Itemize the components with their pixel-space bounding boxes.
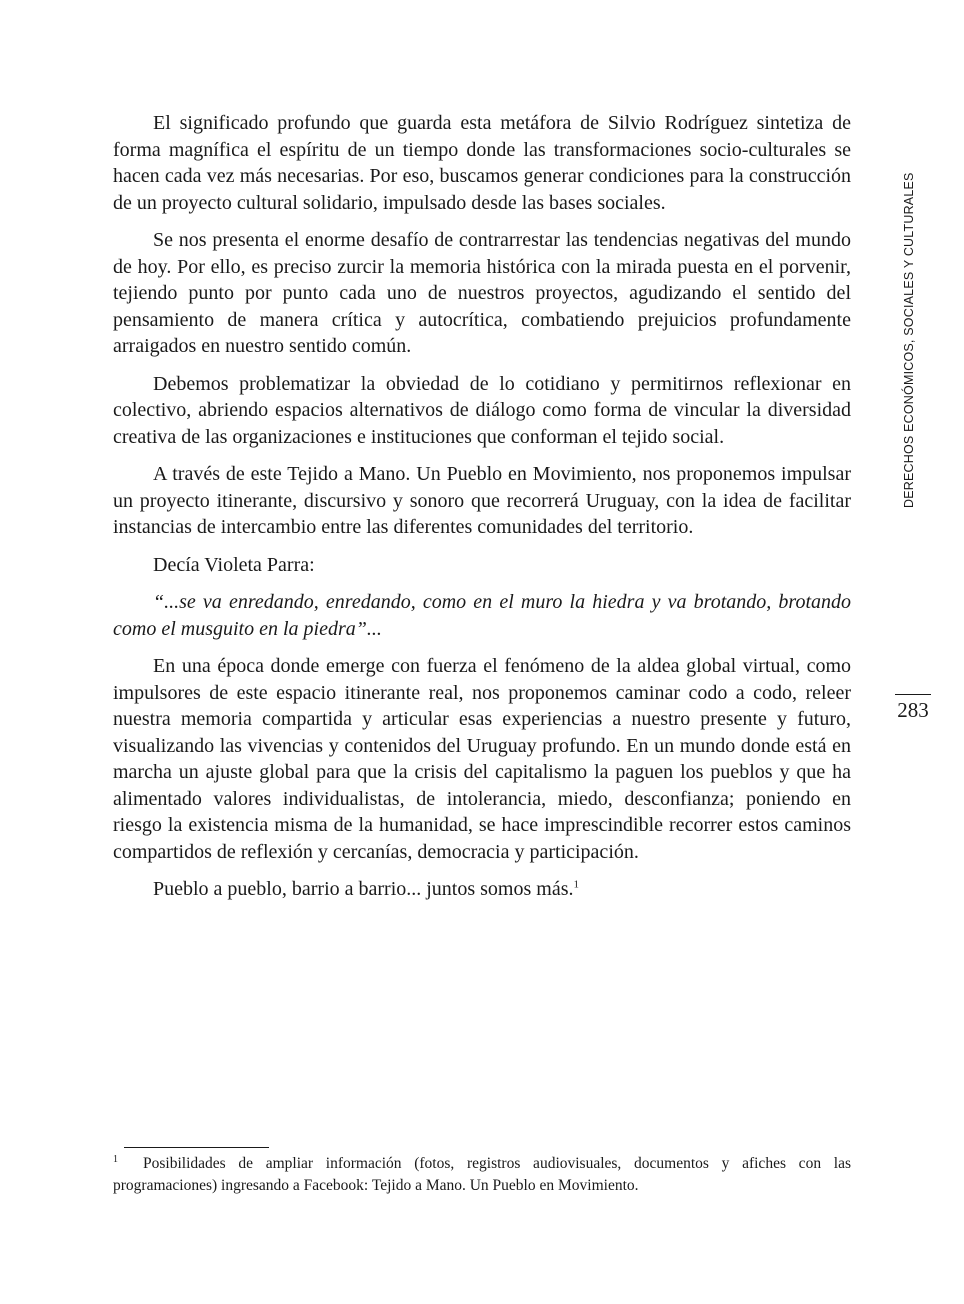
paragraph: Debemos problematizar la obviedad de lo cotidiano y permitirnos reflexionar en colectivo, abriendo espacios alternativos de diálogo como forma de vincular la diversidad creativa de las organizaciones e instituciones que conforman el tejido social. (113, 372, 851, 448)
closing-text: Pueblo a pueblo, barrio a barrio... juntos somos más. (153, 878, 574, 900)
main-text (113, 110, 851, 914)
paragraph: El significado profundo que guarda esta metáfora de Silvio Rodríguez sintetiza de forma magnífica el espíritu de un tiempo donde las transformaciones socio-culturales se hacen cada vez más necesarias. Por eso, buscamos generar condiciones para la construcción de un proyecto cultural solidario, impulsado desde las bases sociales. (113, 112, 851, 214)
page-number-rule (895, 694, 931, 695)
footnote-text: Posibilidades de ampliar información (fotos, registros audiovisuales, documentos y afiches con las programaciones) ingresando a Facebook: Tejido a Mano. Un Pueblo en Movimiento. (113, 1155, 851, 1194)
paragraph: Se nos presenta el enorme desafío de contrarrestar las tendencias negativas del mundo de hoy. Por ello, es preciso zurcir la memoria histórica con la mirada puesta en el porvenir, tejiendo punto por punto cada uno de nuestros proyectos, agudizando el sentido del pensamiento de manera crítica y autocrítica, combatiendo prejuicios profundamente arraigados en nuestro sentido común. (113, 229, 851, 357)
closing-line (113, 876, 851, 903)
paragraph: Decía Violeta Parra: (153, 553, 315, 576)
page-number: 283 (897, 698, 929, 722)
footnote: 1 Posibilidades de ampliar información (fotos, registros audiovisuales, documentos y afiches con las programaciones) ingresando a Facebook: Tejido a Mano. Un Pueblo en Movimiento. (113, 1153, 851, 1194)
paragraph: A través de este Tejido a Mano. Un Pueblo en Movimiento, nos proponemos impulsar un proyecto itinerante, discursivo y sonoro que recorrerá Uruguay, con la idea de facilitar instancias de intercambio entre las diferentes comunidades del territorio. (113, 463, 851, 538)
quote: “...se va enredando, enredando, como en el muro la hiedra y va brotando, brotando como el musguito en la piedra”... (113, 591, 851, 640)
footnote-divider (124, 1147, 269, 1148)
paragraph: En una época donde emerge con fuerza el fenómeno de la aldea global virtual, como impulsores de este espacio itinerante real, nos proponemos caminar codo a codo, releer nuestra memoria compartida y articular esas experiencias a nuestro presente y futuro, visualizando las vivencias y contenidos del Uruguay profundo. En un mundo donde está en marcha un ajuste global para que la crisis del capitalismo la paguen los pueblos y que ha alimentado valores individualistas, de intolerancia, miedo, desconfianza; poniendo en riesgo la existencia misma de la humanidad, se hace imprescindible recorrer estos caminos compartidos de reflexión y cercanías, democracia y participación. (113, 655, 851, 863)
footnote-reference[interactable]: 1 (573, 878, 579, 891)
running-head: DERECHOS ECONÓMICOS, SOCIALES Y CULTURALES (902, 172, 916, 508)
